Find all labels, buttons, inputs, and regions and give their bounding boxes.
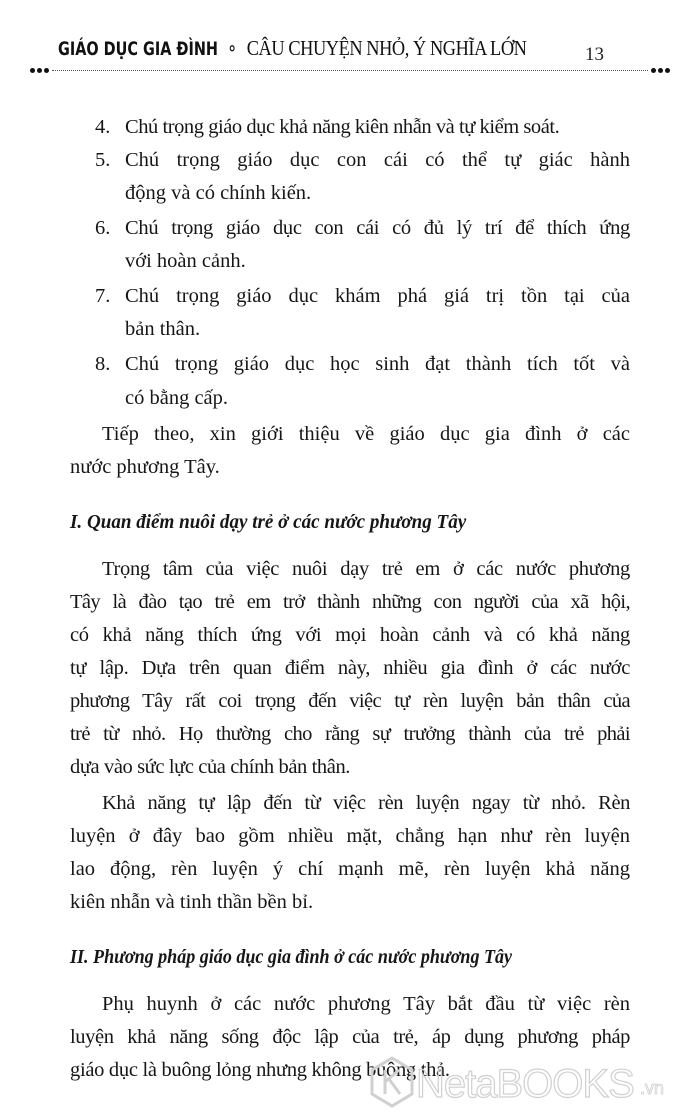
list-item-number: 4. [95,116,111,138]
paragraph-line: Tây là đào tạo trẻ em trở thành những con người của xã hội, [70,591,630,613]
list-item-line: Chú trọng giáo dục khả năng kiên nhẫn và tự kiểm soát. [125,116,560,138]
paragraph-line: Tiếp theo, xin giới thiệu về giáo dục gia đình ở các [102,423,630,445]
page-number: 13 [585,44,604,65]
rule-dots-left-icon [30,68,49,73]
rule-dots-right-icon [651,68,670,73]
list-item-line: Chú trọng giáo dục khám phá giá trị tồn tại của [125,285,630,307]
list-item-number: 6. [95,217,111,239]
paragraph-line: Phụ huynh ở các nước phương Tây bắt đầu từ việc rèn [102,993,630,1015]
watermark-brand: NetaBOOKS [416,1062,634,1106]
paragraph-line: nước phương Tây. [70,456,220,478]
paragraph-line: phương Tây rất coi trọng đến việc tự rèn luyện bản thân của [70,690,630,712]
list-item-line: Chú trọng giáo dục con cái có đủ lý trí để thích ứng [125,217,630,239]
paragraph-line: tự lập. Dựa trên quan điểm này, nhiều gia đình ở các nước [70,657,630,679]
running-title-sub: CÂU CHUYỆN NHỎ, Ý NGHĨA LỚN [246,36,527,60]
section-heading: II. Phương pháp giáo dục gia đình ở các nước phương Tây [70,946,513,968]
list-item-line: bản thân. [125,318,201,340]
paragraph-line: trẻ từ nhỏ. Họ thường cho rằng sự trưởng thành của trẻ phải [70,723,630,745]
paragraph-line: có khả năng thích ứng với mọi hoàn cảnh và có khả năng [70,624,630,646]
header-rule [30,68,670,74]
paragraph-line: lao động, rèn luyện ý chí mạnh mẽ, rèn luyện khả năng [70,858,630,880]
list-item-line: có bằng cấp. [125,387,229,409]
paragraph-line: Khả năng tự lập đến từ việc rèn luyện ngay từ nhỏ. Rèn [102,792,630,814]
list-item-number: 8. [95,353,111,375]
watermark [370,1056,700,1116]
list-item-line: với hoàn cảnh. [125,250,246,272]
running-header [58,36,618,66]
list-item-line: Chú trọng giáo dục học sinh đạt thành tích tốt và [125,353,630,375]
paragraph-line: kiên nhẫn và tinh thần bền bỉ. [70,891,314,913]
paragraph-line: Trọng tâm của việc nuôi dạy trẻ em ở các nước phương [102,558,630,580]
list-item-line: Chú trọng giáo dục con cái có thể tự giác hành [125,149,630,171]
dotted-line [52,70,648,71]
running-title-main: GIÁO DỤC GIA ĐÌNH [58,39,219,60]
paragraph-line: dựa vào sức lực của chính bản thân. [70,756,351,778]
watermark-suffix: .vn [640,1078,665,1098]
running-title [58,36,527,61]
list-item-number: 5. [95,149,111,171]
netabooks-logo-icon [370,1056,414,1108]
separator-icon: ⚬ [226,39,239,60]
paragraph-line: giáo dục là buông lỏng nhưng không buông thả. [70,1059,450,1081]
paragraph-line: luyện khả năng sống độc lập của trẻ, áp dụng phương pháp [70,1026,630,1048]
list-item-line: động và có chính kiến. [125,182,312,204]
section-heading: I. Quan điểm nuôi dạy trẻ ở các nước phương Tây [70,511,467,533]
paragraph-line: luyện ở đây bao gồm nhiều mặt, chẳng hạn như rèn luyện [70,825,630,847]
list-item-number: 7. [95,285,111,307]
